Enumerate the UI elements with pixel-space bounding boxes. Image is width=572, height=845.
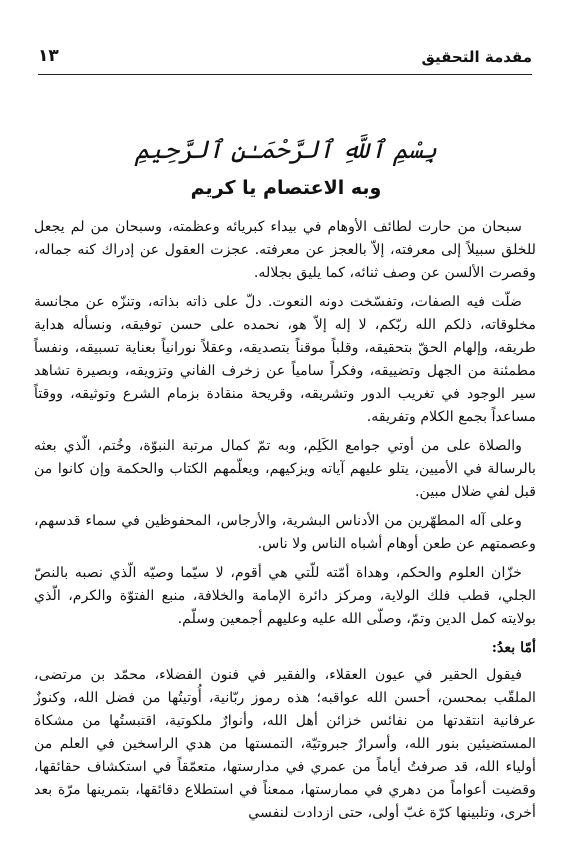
paragraph: وعلى آله المطهّرين من الأدناس البشرية، والأرجاس، المحفوظين في سماء قدسهم، وعصمتهم عن طعن أوهام أشباه الناس ولا ناس. xyxy=(34,513,536,552)
basmala: بِسْمِ ٱللَّهِ ٱلرَّحْمَـٰنِ ٱلرَّحِيمِ xyxy=(134,135,438,164)
amma-bad-label: أمّا بعدُ: xyxy=(491,640,536,656)
body-text xyxy=(34,216,536,831)
paragraph: ضلّت فيه الصفات، وتفسّخت دونه النعوت. دلّ على ذاته بذاته، وتنزّه عن مجانسة مخلوقاته، ذلكم الله ربّكم، لا إله إلاّ هو، نحمده على حسن توفيقه، ونسأله هداية طريقه، وإلهام الحقّ بتحقيقه، وقلباً موقناً بتصديقه، وعقلاً نورانياً بعناية تسبيقه، ونفساً مطمئنة من الجهل وتضييقه، وفكراً سامياً عن زخرف الفاني وتزويقه، وبصيرة تشاهد سير الوجود في تغريب الدور وتشريقه، وقريحة منقادة بزمام الشرع وتوثيقه، ووقتاً مساعداً بجمع الكلام وتفريقه. xyxy=(34,294,536,425)
section-heading: وبه الاعتصام يا كريم xyxy=(190,177,382,199)
page-number: ١٣ xyxy=(38,46,59,66)
running-title: مقدمة التحقيق xyxy=(421,48,532,66)
paragraph: فيقول الحقير في عيون العقلاء، والفقير في فنون الفضلاء، محمّد بن مرتضى، الملقّب بمحسن، أحسن الله عواقبه؛ هذه رموز ربّانية، أُوتيتُها من فضل الله، وكنوزٌ عرفانية انتقدتها من نفائس خزائن أهل الله، وأنوارٌ ملكوتية، اقتبستُها من مشكاة المستضيئين بنور الله، وأسرارٌ جبروتيّة، التمستها من هدي الراسخين في العلم من أولياء الله، قد صرفتُ أياماً من عمري في مدارستها، متعمّقاً في استكشاف حقائقها، وقضيت أعواماً من دهري في ممارستها، ممعناً في استطلاع دقائقها، بتمرينها مرّة بعد أخرى، وتلبينها كرّة غبّ أولى، حتى ازدادت لنفسي xyxy=(34,667,536,821)
paragraph: خزّان العلوم والحكم، وهداة أمّته للّتي هي أقوم، لا سيّما وصيّه الّذي نصبه بالنصّ الجلي، قطب فلك الولاية، ومركز دائرة الإمامة والخلافة، منبع الفتوّة والكرم، الّذي بولايته كمل الدين وتمّ، وصلّى الله عليه وعليهم أجمعين وسلّم. xyxy=(34,565,536,627)
page-header xyxy=(38,40,532,75)
paragraph: والصلاة على من أوتي جوامع الكَلِم، وبه تمّ كمال مرتبة النبوّة، وخُتم، الّذي بعثه بالرسالة في الأميين، يتلو عليهم آياته ويزكيهم، ويعلّمهم الكتاب والحكمة وإن كانوا من قبل لفي ضلال مبين. xyxy=(34,438,536,500)
paragraph: سبحان من حارت لطائف الأوهام في بيداء كبريائه وعظمته، وسبحان من لم يجعل للخلق سبيلاً إلى معرفته، إلاّ بالعجز عن معرفته. عجزت العقول عن إدراك كنه جماله، وقصرت الألسن عن وصف ثنائه، كما يليق بجلاله. xyxy=(34,219,536,281)
